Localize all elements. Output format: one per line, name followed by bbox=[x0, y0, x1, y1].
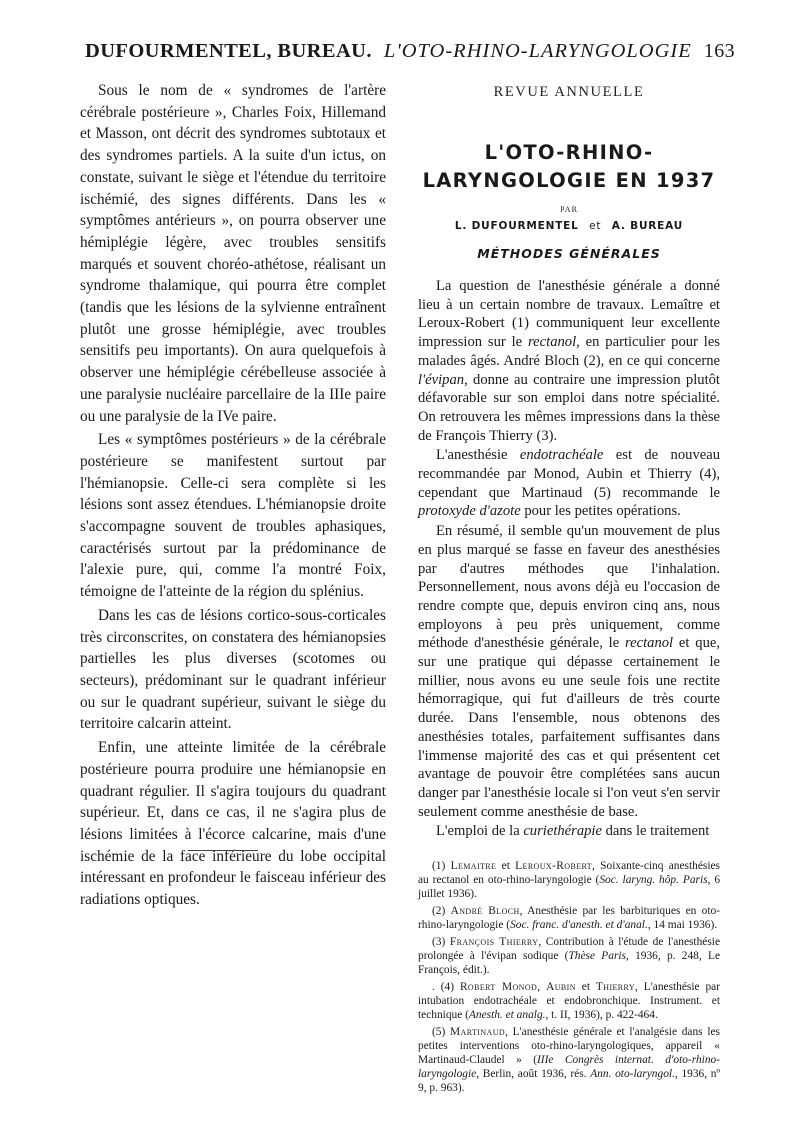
footnote: . (4) Robert Monod, Aubin et Thierry, L'anesthésie par intubation endotrachéale et endobronchique. Instrument. et technique (Anesth. et analg., t. II, 1936), p. 422-464. bbox=[418, 981, 721, 1022]
paragraph: Enfin, une atteinte limitée de la cérébrale postérieure pourra produire une hémianopsie en quadrant régulier. Il s'agira toujours du quadrant supérieur. Et, dans ce cas, il ne s'agira plus de lésions limitées à l'écorce calcarine, mais d'une ischémie de la face inférieure du lobe occipital intéressant en profondeur le faisceau inférieur des radiations optiques. bbox=[80, 739, 386, 909]
article-title bbox=[418, 139, 720, 195]
section-heading: MÉTHODES GÉNÉRALES bbox=[477, 246, 661, 261]
byline bbox=[418, 220, 720, 232]
byline-conjunction: et bbox=[589, 220, 602, 232]
right-column bbox=[418, 80, 720, 1095]
footnote: (2) André Bloch, Anesthésie par les barbituriques en oto-rhino-laryngologie (Soc. franc. d'anesth. et d'anal., 14 mai 1936). bbox=[418, 905, 720, 932]
paragraph: Sous le nom de « syndromes de l'artère cérébrale postérieure », Charles Foix, Hillemand et Masson, ont décrit des syndromes subtotaux et des syndromes partiels. A la suite d'un ictus, on constate, suivant le siège et l'étendue du territoire ischémié, des signes différents. Dans les « symptômes antérieurs », on pourra observer une hémiplégie légère, avec troubles sensitifs marqués et souvent choréo-athétose, réalisant un syndrome thalamique, qui pourra être complet (tandis que les lésions de la sylvienne entraînent plutôt une grosse hémiplégie, avec troubles sensitifs peu importants). On aura quelquefois à observer une hémiplégie cérébelleuse associée à une paralysie nucléaire parcellaire de la IIIe paire ou une paralysie de la IVe paire. bbox=[80, 82, 386, 425]
author-name: L. DUFOURMENTEL bbox=[454, 220, 579, 232]
paragraph: Les « symptômes postérieurs » de la cérébrale postérieure se manifestent surtout par l'hémianopsie. Celle-ci sera complète si les lésions sont assez étendues. L'hémianopsie droite s'accompagne souvent de troubles aphasiques, caractérisés surtout par la prédominance de l'alexie pure, qui, comme l'a montré Foix, témoigne de l'atteinte de la région du splénius. bbox=[80, 431, 386, 601]
paragraph: Dans les cas de lésions cortico-sous-corticales très circonscrites, on constatera des hémianopsies partielles les plus diverses (scotomes ou secteurs), prédominant sur le quadrant inférieur ou sur le quadrant supérieur, suivant le siège du territoire calcarin atteint. bbox=[80, 606, 386, 733]
footnote: (1) Lemaitre et Leroux-Robert, Soixante-cinq anesthésies au rectanol en oto-rhino-laryngologie (Soc. laryng. hôp. Paris, 6 juillet 1936). bbox=[418, 860, 721, 901]
article-title-line: L'OTO-RHINO- bbox=[484, 141, 654, 164]
paragraph: En résumé, il semble qu'un mouvement de plus en plus marqué se fasse en faveur des anesthésies par d'autres méthodes que l'inhalation. Personnellement, nous avons déjà eu l'occasion de rendre compte que, depuis environ cinq ans, nous employons à peu près uniquement, comme méthode d'anesthésie générale, le rectanol et que, sur une pratique qui dépasse certainement le millier, nous avons eu une seule fois une rectite hémorragique, qui fut d'ailleurs de très courte durée. Dans l'ensemble, nous obtenons des anesthésies totales, parfaitement suffisantes dans l'immense majorité des cas et qui présentent cet avantage de pouvoir être complétées sans aucun danger par l'anesthésie locale si l'on veut s'en servir seulement comme anesthésie de base. bbox=[418, 523, 720, 820]
running-head-authors: DUFOURMENTEL, BUREAU. bbox=[85, 40, 372, 62]
author-name: A. BUREAU bbox=[611, 220, 684, 232]
column-end-rule bbox=[188, 850, 258, 851]
footnote: (3) François Thierry, Contribution à l'étude de l'anesthésie prolongée à l'évipan sodique (Thèse Paris, 1936, p. 248, Le François, édit.). bbox=[418, 936, 720, 977]
byline-par: PAR bbox=[560, 205, 578, 214]
page-number: 163 bbox=[703, 40, 735, 62]
revue-heading: REVUE ANNUELLE bbox=[493, 84, 645, 100]
footnotes bbox=[418, 859, 720, 1095]
running-head-title: L'OTO-RHINO-LARYNGOLOGIE bbox=[383, 40, 692, 62]
paragraph: L'emploi de la curiethérapie dans le traitement bbox=[436, 823, 710, 840]
article-title-line: LARYNGOLOGIE EN 1937 bbox=[422, 169, 716, 192]
footnote: (5) Martinaud, L'anesthésie générale et l'analgésie dans les petites interventions oto-rhino-laryngologiques, appareil « Martinaud-Claudel » (IIIe Congrès internat. d'oto-rhino-laryngologie, Berlin, août 1936, rés. Ann. oto-laryngol., 1936, nº 9, p. 963). bbox=[418, 1026, 720, 1095]
left-column-body bbox=[80, 80, 386, 911]
right-column-body bbox=[418, 277, 720, 841]
paragraph: L'anesthésie endotrachéale est de nouveau recommandée par Monod, Aubin et Thierry (4), cependant que Martinaud (5) recommande le protoxyde d'azote pour les petites opérations. bbox=[418, 447, 720, 520]
left-column bbox=[80, 80, 386, 911]
running-head bbox=[85, 40, 735, 63]
paragraph: La question de l'anesthésie générale a donné lieu à un certain nombre de travaux. Lemaître et Leroux-Robert (1) communiquent leur excellente impression sur le rectanol, en particulier pour les malades âgés. André Bloch (2), en ce qui concerne l'évipan, donne au contraire une impression plutôt défavorable sur son emploi dans notre spécialité. On retrouvera les mêmes impressions dans la thèse de François Thierry (3). bbox=[418, 278, 720, 444]
